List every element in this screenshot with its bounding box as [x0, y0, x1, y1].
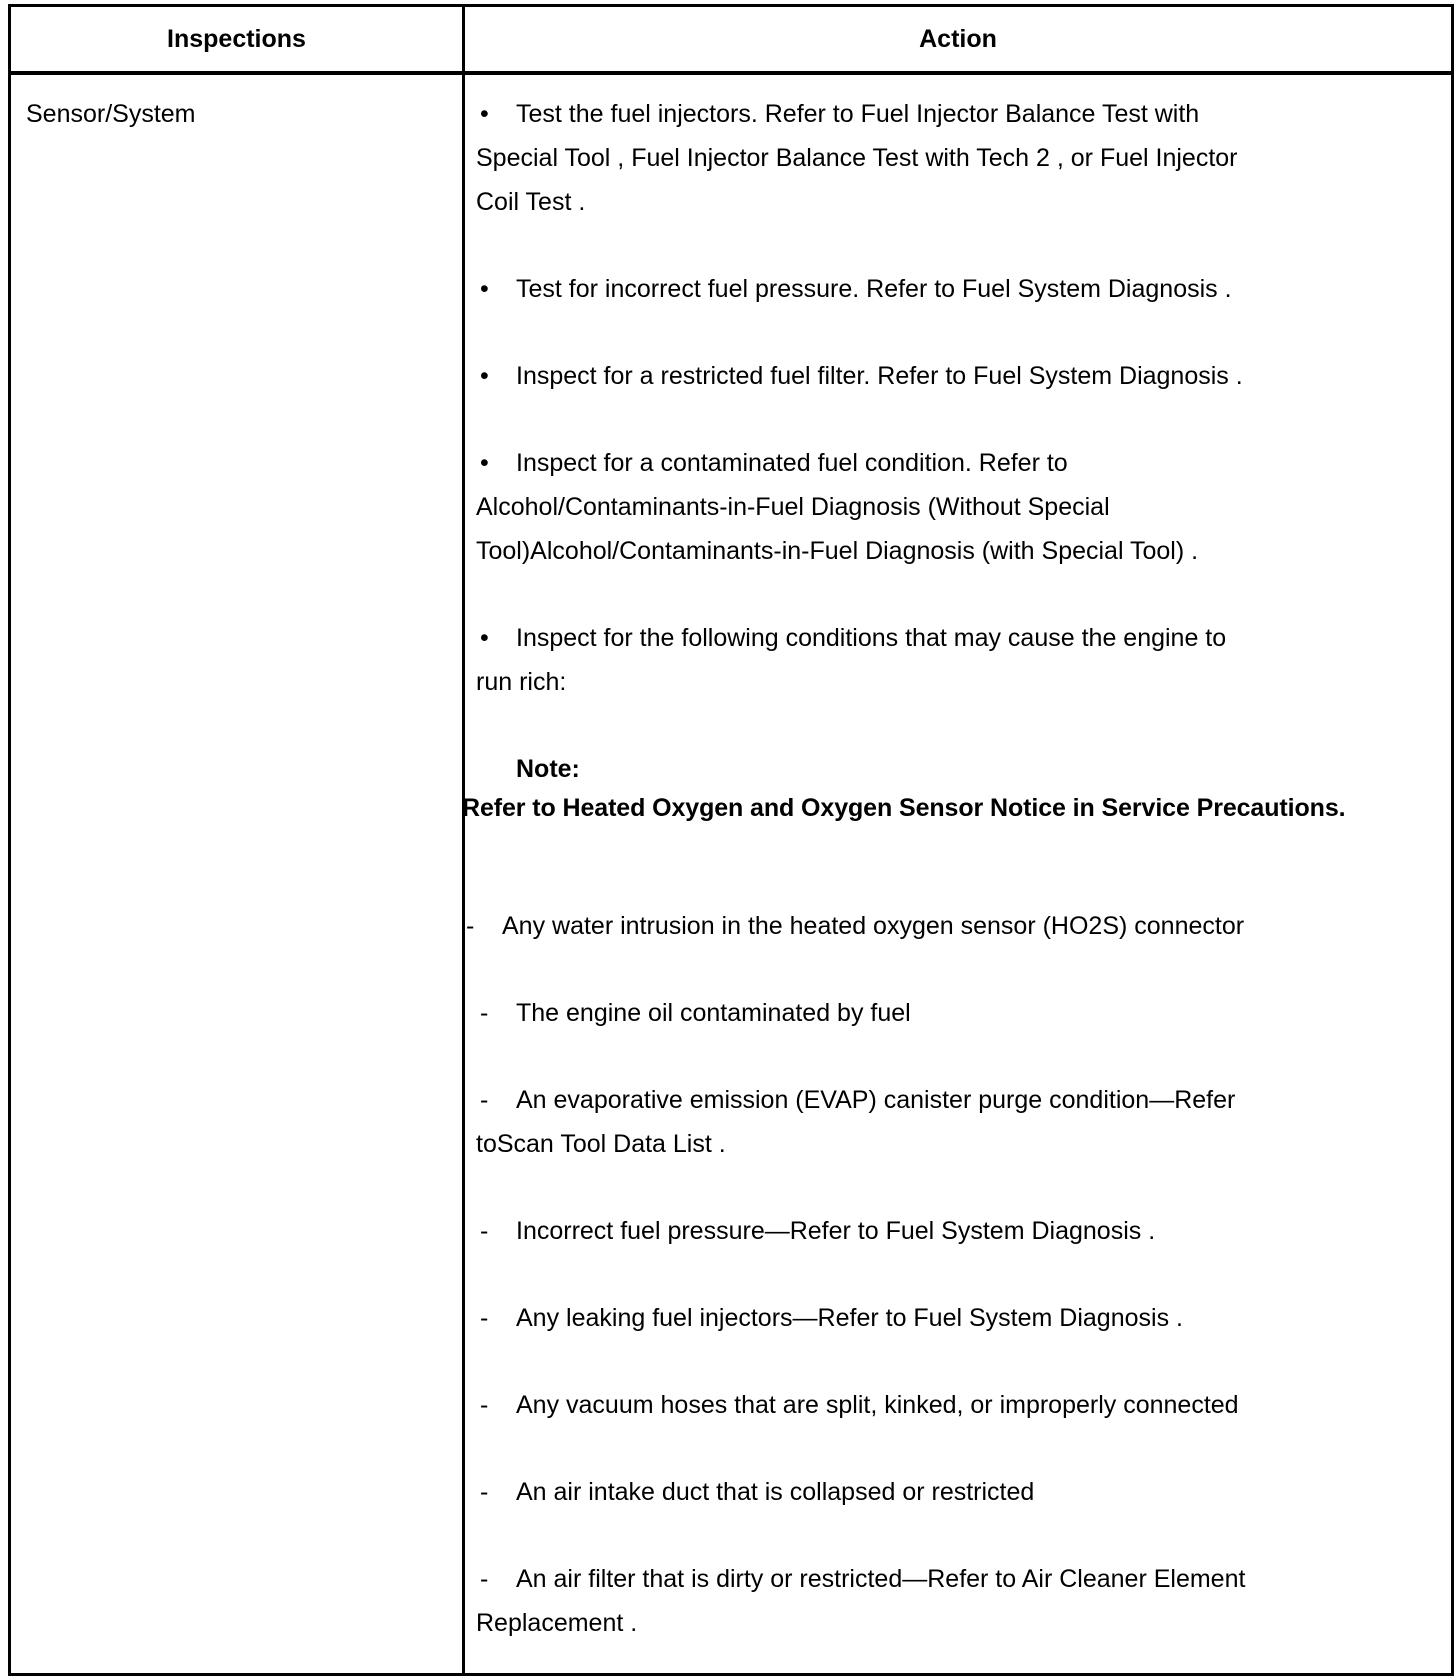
condition-text: An evaporative emission (EVAP) canister purge condition—Refer [516, 1086, 1236, 1114]
bullet-marker: • [480, 624, 489, 652]
column-divider [462, 7, 465, 1673]
dash-marker: - [480, 1304, 489, 1332]
action-text: Inspect for the following conditions that may cause the engine to [516, 624, 1227, 652]
action-text: Alcohol/Contaminants-in-Fuel Diagnosis (Without Special [476, 493, 1110, 521]
condition-item-2 [476, 991, 911, 1035]
condition-item-8 [476, 1557, 1245, 1645]
note-body: Refer to Heated Oxygen and Oxygen Sensor Notice in Service Precautions. [462, 794, 1346, 822]
action-text: Test for incorrect fuel pressure. Refer to Fuel System Diagnosis . [516, 275, 1232, 303]
condition-text: An air intake duct that is collapsed or restricted [516, 1478, 1035, 1506]
condition-text: An air filter that is dirty or restricted—Refer to Air Cleaner Element [516, 1565, 1246, 1593]
dash-marker: - [480, 1478, 489, 1506]
condition-text: Any vacuum hoses that are split, kinked, or improperly connected [516, 1391, 1239, 1419]
action-bullet-1 [476, 92, 1238, 224]
action-text: run rich: [476, 668, 567, 696]
condition-text: toScan Tool Data List . [476, 1130, 726, 1158]
bullet-marker: • [480, 362, 489, 390]
bullet-marker: • [480, 275, 489, 303]
action-text: Tool)Alcohol/Contaminants-in-Fuel Diagnosis (with Special Tool) . [476, 537, 1199, 565]
inspection-cell: Sensor/System [26, 100, 196, 128]
condition-item-1 [462, 904, 1244, 948]
condition-text: Replacement . [476, 1609, 638, 1637]
action-text: Test the fuel injectors. Refer to Fuel Injector Balance Test with [516, 100, 1200, 128]
condition-text: Incorrect fuel pressure—Refer to Fuel System Diagnosis . [516, 1217, 1156, 1245]
dash-marker: - [466, 912, 475, 940]
condition-text: The engine oil contaminated by fuel [516, 999, 911, 1027]
condition-item-5 [476, 1296, 1183, 1340]
dash-marker: - [480, 1217, 489, 1245]
condition-item-4 [476, 1209, 1155, 1253]
action-bullet-3 [476, 354, 1243, 398]
condition-text: Any water intrusion in the heated oxygen sensor (HO2S) connector [502, 912, 1245, 940]
dash-marker: - [480, 1565, 489, 1593]
action-bullet-4 [476, 441, 1198, 573]
action-text: Inspect for a contaminated fuel condition. Refer to [516, 449, 1068, 477]
condition-item-7 [476, 1470, 1034, 1514]
dash-marker: - [480, 1086, 489, 1114]
condition-item-6 [476, 1383, 1239, 1427]
header-inspections: Inspections [167, 25, 306, 53]
action-text: Coil Test . [476, 188, 586, 216]
dash-marker: - [480, 999, 489, 1027]
bullet-marker: • [480, 449, 489, 477]
dash-marker: - [480, 1391, 489, 1419]
condition-text: Any leaking fuel injectors—Refer to Fuel System Diagnosis . [516, 1304, 1183, 1332]
action-text: Special Tool , Fuel Injector Balance Test with Tech 2 , or Fuel Injector [476, 144, 1238, 172]
diagnostic-table [8, 4, 1454, 1676]
action-text: Inspect for a restricted fuel filter. Refer to Fuel System Diagnosis . [516, 362, 1243, 390]
action-bullet-5 [476, 616, 1226, 704]
bullet-marker: • [480, 100, 489, 128]
note-title: Note: [516, 755, 580, 783]
header-rule [11, 71, 1451, 75]
condition-item-3 [476, 1078, 1235, 1166]
header-action: Action [919, 25, 997, 53]
action-bullet-2 [476, 267, 1232, 311]
